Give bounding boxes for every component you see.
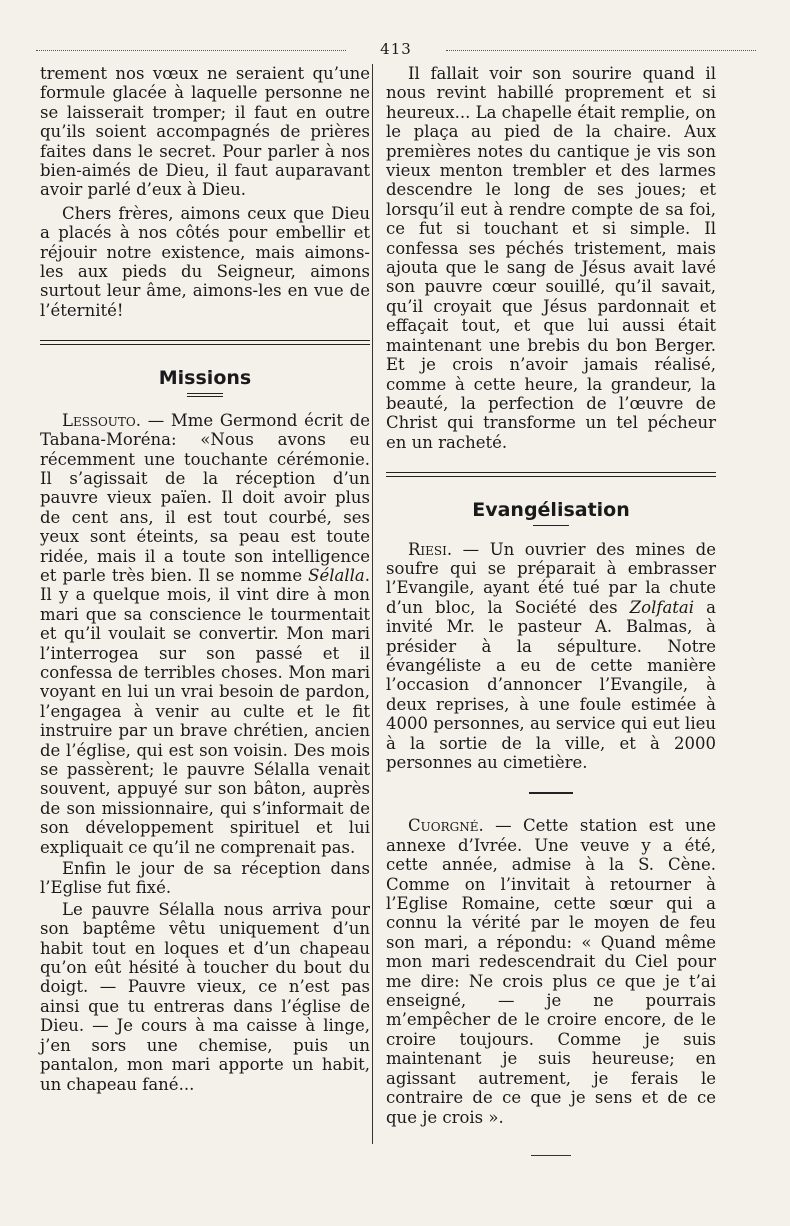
paragraph-riesi <box>386 540 716 773</box>
place-name: Lessouto. <box>62 410 141 430</box>
text-run: a invité Mr. le pasteur A. Balmas, à présider à la sépulture. Notre évangéliste a eu de cette manière l’occasion d’annoncer l’Evangile, à deux reprises, à une foule estimée à 4000 personnes, au service qui eut lieu à la sortie de la ville, et à 2000 personnes au cimetière. <box>386 597 716 772</box>
society-name: Zolfatai <box>629 597 695 617</box>
section-separator <box>386 472 716 477</box>
section-title-evangelisation: Evangélisation <box>472 499 630 522</box>
column-divider <box>372 64 373 1144</box>
short-separator <box>529 792 573 794</box>
left-column <box>40 64 370 1094</box>
place-name: Riesi. <box>408 539 453 559</box>
text-run: — Un ouvrier des mines de soufre qui se préparait à embrasser l’Evangile, ayant été tué par la chute d’un bloc, la Société des <box>386 539 716 617</box>
paragraph: trement nos vœux ne seraient qu’une formule glacée à laquelle personne ne se laisserait tromper; il faut en outre qu’ils soient accompagnés de prières faites dans le secret. Pour parler à nos bien-aimés de Dieu, il faut auparavant avoir parlé d’eux à Dieu. <box>40 64 370 200</box>
right-column <box>386 64 716 1156</box>
paragraph: Chers frères, aimons ceux que Dieu a placés à nos côtés pour embellir et réjouir notre existence, mais aimons-les aux pieds du Seigneur, aimons surtout leur âme, aimons-les en vue de l’éternité! <box>40 203 370 320</box>
section-separator <box>40 340 370 345</box>
text-run: — Cette station est une annexe d’Ivrée. Une veuve y a été, cette année, admise à la S. Cène. Comme on l’invitait à retourner à l’Eglise Romaine, cette sœur qui a connu la vérité par le moyen de feu son mari, a répondu: « Quand même mon mari redescendrait du Ciel pour me dire: Ne crois plus ce que je t’ai enseigné, — je ne pourrais m’empêcher de le croire encore, de le croire toujours. Comme je suis maintenant je suis heureuse; en agissant autrement, je ferais le contraire de ce que je sens et de ce que je crois ». <box>386 816 716 1127</box>
end-mark <box>531 1155 571 1156</box>
paragraph: Le pauvre Sélalla nous arriva pour son baptême vêtu uniquement d’un habit tout en loques et d’un chapeau qu’on eût hésité à toucher du bout du doigt. — Pauvre vieux, ce n’est pas ainsi que tu entreras dans l’église de Dieu. — Je cours à ma caisse à linge, j’en sors une chemise, puis un pantalon, mon mari apporte un habit, un chapeau fané... <box>40 899 370 1094</box>
paragraph-lessouto <box>40 411 370 857</box>
place-name: Cuorgné. <box>408 816 484 836</box>
paragraph: Enfin le jour de sa réception dans l’Eglise fut fixé. <box>40 859 370 898</box>
section-title-missions: Missions <box>158 367 252 390</box>
person-name: Sélalla <box>308 565 365 585</box>
text-run: . Il y a quelque mois, il vint dire à mon mari que sa conscience le tourmentait et qu’il voulait se convertir. Mon mari l’interrogea sur son passé et il confessa de terribles choses. Mon mari voyant en lui un vrai besoin de pardon, l’engagea à venir au culte et le fit instruire par un brave chrétien, ancien de l’église, qui est son voisin. Des mois se passèrent; le pauvre Sélalla venait souvent, appuyé sur son bâton, auprès de son missionnaire, qui s’informait de son développement spirituel et lui expliquait ce qu’il ne comprenait pas. <box>40 565 370 857</box>
title-underline <box>187 393 223 397</box>
header-rule-left <box>36 50 346 51</box>
header-rule-right <box>446 50 756 51</box>
paragraph-cuorgne <box>386 816 716 1127</box>
page-number: 413 <box>380 40 412 58</box>
paragraph: Il fallait voir son sourire quand il nous revint habillé proprement et si heureux... La chapelle était remplie, on le plaça au pied de la chaire. Aux premières notes du cantique je vis son vieux menton trembler et des larmes descendre le long de ses joues; et lorsqu’il eut à rendre compte de sa foi, ce fut si touchant et si simple. Il confessa ses péchés tristement, mais ajouta que le sang de Jésus avait lavé son pauvre cœur souillé, qu’il savait, qu’il croyait que Jésus pardonnait et effaçait tout, et que lui aussi était maintenant une brebis du bon Berger. Et je crois n’avoir jamais réalisé, comme à cette heure, la grandeur, la beauté, la perfection de l’œuvre de Christ qui transforme un tel pécheur en un racheté. <box>386 64 716 452</box>
text-run: — Mme Germond écrit de Tabana-Moréna: «Nous avons eu récemment une touchante cérémonie. Il s’agissait de la réception d’un pauvre vieux païen. Il doit avoir plus de cent ans, il est tout courbé, ses yeux sont éteints, sa peau est toute ridée, mais il a toute son intelligence et parle très bien. Il se nomme <box>40 410 370 585</box>
title-underline <box>533 525 569 526</box>
page-header <box>36 40 756 60</box>
